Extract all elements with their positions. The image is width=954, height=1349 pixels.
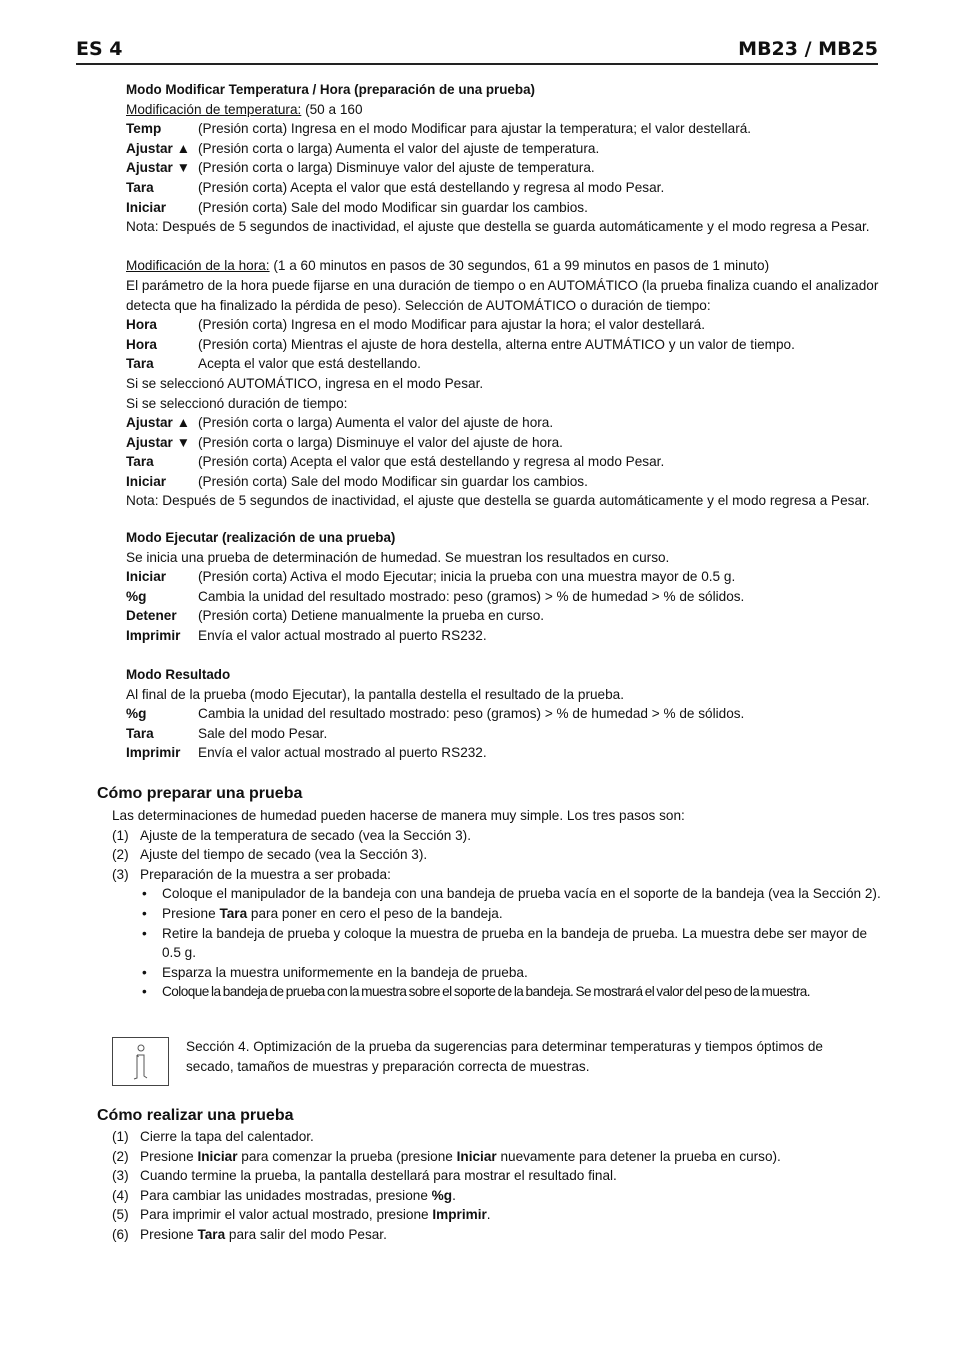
time-key-list-1 <box>126 315 888 374</box>
key-name: Iniciar <box>126 199 167 215</box>
info-icon <box>112 1037 169 1086</box>
run-title: Modo Ejecutar (realización de una prueba) <box>126 530 396 545</box>
model-name: MB23 / MB25 <box>738 38 878 60</box>
key-name: Iniciar <box>126 569 167 585</box>
key-row <box>126 178 888 198</box>
key-row <box>126 158 888 178</box>
key-name: Hora <box>126 317 157 333</box>
list-item: (5) Para imprimir el valor actual mostrado, presione Imprimir. <box>112 1207 491 1223</box>
key-row <box>126 139 888 159</box>
key-description: Cambia la unidad del resultado mostrado: peso (gramos) > % de humedad > % de sólidos. <box>198 706 745 722</box>
key-name: Iniciar <box>126 473 167 489</box>
list-item: (3) Preparación de la muestra a ser probada: <box>112 866 391 882</box>
key-description: (Presión corta) Sale del modo Modificar sin guardar los cambios. <box>198 473 588 489</box>
key-description: (Presión corta) Acepta el valor que está destellando y regresa al modo Pesar. <box>198 454 665 470</box>
auto-line: Si se seleccionó AUTOMÁTICO, ingresa en el modo Pesar. <box>126 375 484 391</box>
list-item: (1) Cierre la tapa del calentador. <box>112 1129 314 1144</box>
key-row <box>126 626 888 646</box>
key-name: %g <box>126 588 147 604</box>
key-description: (Presión corta) Ingresa en el modo Modificar para ajustar la hora; el valor destellará. <box>198 317 705 333</box>
key-row <box>126 433 888 453</box>
bullet-item: • Presione Tara para poner en cero el peso de la bandeja. <box>112 904 888 924</box>
key-row <box>126 198 888 218</box>
bullet-icon: • <box>142 886 147 902</box>
key-name: Detener <box>126 608 177 624</box>
result-key-list <box>126 704 888 763</box>
time-intro-1: El parámetro de la hora puede fijarse en una duración de tiempo o en AUTOMÁTICO (la prueba finaliza cuando el analizador <box>126 277 879 293</box>
key-description: (Presión corta) Mientras el ajuste de hora destella, alterna entre AUTMÁTICO y un valor de tiempo. <box>198 336 795 352</box>
bullet-icon: • <box>142 925 147 941</box>
key-row <box>126 413 888 433</box>
bullet-icon: • <box>142 905 147 921</box>
result-intro: Al final de la prueba (modo Ejecutar), la pantalla destella el resultado de la prueba. <box>126 686 624 702</box>
key-row <box>126 724 888 744</box>
time-key-list-2 <box>126 413 888 491</box>
key-description: (Presión corta) Detiene manualmente la prueba en curso. <box>198 608 545 624</box>
time-label-line: Modificación de la hora: (1 a 60 minutos en pasos de 30 segundos, 61 a 99 minutos en pasos de 1 minuto) <box>126 258 770 274</box>
temp-label-line: Modificación de temperatura: (50 a 160 <box>126 101 363 117</box>
key-description: (Presión corta) Sale del modo Modificar sin guardar los cambios. <box>198 199 588 215</box>
key-name: Imprimir <box>126 627 181 643</box>
page-header <box>76 36 878 65</box>
list-item: (2) Presione Iniciar para comenzar la prueba (presione Iniciar nuevamente para detener la prueba en curso). <box>112 1148 781 1164</box>
key-name: Ajustar ▼ <box>126 160 191 176</box>
bullet-item: • Coloque la bandeja de prueba con la muestra sobre el soporte de la bandeja. Se mostrará el valor del peso de la muestra. <box>112 982 888 1002</box>
temp-key-list <box>126 119 888 217</box>
key-row <box>126 315 888 335</box>
key-name: Tara <box>126 725 154 741</box>
key-description: Sale del modo Pesar. <box>198 725 328 741</box>
key-row <box>126 335 888 355</box>
temp-note: Nota: Después de 5 segundos de inactividad, el ajuste que destella se guarda automáticamente y el modo regresa a Pesar. <box>126 219 870 235</box>
key-description: Envía el valor actual mostrado al puerto RS232. <box>198 745 487 761</box>
info-note: Sección 4. Optimización de la prueba da sugerencias para determinar temperaturas y tiempos óptimos de secado, tamaños de muestras y preparación correcta de muestras. <box>186 1039 823 1074</box>
key-name: Ajustar ▲ <box>126 415 191 431</box>
result-title: Modo Resultado <box>126 667 231 682</box>
key-name: Temp <box>126 121 162 137</box>
bullet-item: • Esparza la muestra uniformemente en la bandeja de prueba. <box>112 963 888 983</box>
duration-line: Si se seleccionó duración de tiempo: <box>126 395 348 411</box>
perform-heading: Cómo realizar una prueba <box>97 1107 294 1124</box>
key-row <box>126 587 888 607</box>
key-name: %g <box>126 706 147 722</box>
result-section <box>126 665 888 763</box>
key-name: Imprimir <box>126 745 181 761</box>
prepare-intro: Las determinaciones de humedad pueden hacerse de manera muy simple. Los tres pasos son: <box>112 808 685 823</box>
bullet-icon: • <box>142 984 147 1000</box>
key-name: Tara <box>126 356 154 372</box>
list-item: (1) Ajuste de la temperatura de secado (vea la Sección 3). <box>112 827 471 843</box>
key-row <box>126 704 888 724</box>
key-name: Ajustar ▼ <box>126 434 191 450</box>
key-description: Cambia la unidad del resultado mostrado: peso (gramos) > % de humedad > % de sólidos. <box>198 588 745 604</box>
time-note: Nota: Después de 5 segundos de inactividad, el ajuste que destella se guarda automáticamente y el modo regresa a Pesar. <box>126 493 870 509</box>
key-row <box>126 354 888 374</box>
key-name: Tara <box>126 454 154 470</box>
key-name: Tara <box>126 179 154 195</box>
prepare-heading: Cómo preparar una prueba <box>97 785 303 802</box>
page-number: ES 4 <box>76 38 123 60</box>
bullet-item: • Coloque el manipulador de la bandeja con una bandeja de prueba vacía en el soporte de la bandeja (vea la Sección 2). <box>112 884 888 904</box>
modify-title: Modo Modificar Temperatura / Hora (preparación de una prueba) <box>126 82 535 97</box>
bullet-icon: • <box>142 964 147 980</box>
key-row <box>126 452 888 472</box>
key-row <box>126 743 888 763</box>
list-item: (6) Presione Tara para salir del modo Pesar. <box>112 1226 387 1242</box>
key-description: (Presión corta o larga) Disminuye el valor del ajuste de hora. <box>198 434 563 450</box>
key-row <box>126 606 888 626</box>
key-row <box>126 567 888 587</box>
key-description: (Presión corta o larga) Aumenta el valor del ajuste de temperatura. <box>198 140 600 156</box>
time-intro-2: detecta que ha finalizado la pérdida de peso). Selección de AUTOMÁTICO o duración de tiempo: <box>126 297 711 313</box>
key-description: (Presión corta o larga) Aumenta el valor del ajuste de hora. <box>198 415 554 431</box>
list-item: (3) Cuando termine la prueba, la pantalla destellará para mostrar el resultado final. <box>112 1168 617 1184</box>
key-description: Acepta el valor que está destellando. <box>198 356 421 372</box>
key-name: Ajustar ▲ <box>126 140 191 156</box>
run-section <box>126 528 888 646</box>
perform-section <box>112 1127 888 1245</box>
bullet-item: • Retire la bandeja de prueba y coloque la muestra de prueba en la bandeja de prueba. La muestra debe ser mayor de 0.5 g. <box>112 924 888 963</box>
key-description: (Presión corta) Acepta el valor que está destellando y regresa al modo Pesar. <box>198 179 665 195</box>
key-row <box>126 119 888 139</box>
list-item: (2) Ajuste del tiempo de secado (vea la Sección 3). <box>112 847 428 863</box>
key-row <box>126 472 888 492</box>
key-description: (Presión corta) Activa el modo Ejecutar; inicia la prueba con una muestra mayor de 0.5 g. <box>198 569 736 585</box>
list-item: (4) Para cambiar las unidades mostradas, presione %g. <box>112 1187 456 1203</box>
key-name: Hora <box>126 336 157 352</box>
prepare-section <box>112 806 888 1002</box>
key-description: Envía el valor actual mostrado al puerto RS232. <box>198 627 487 643</box>
modify-section <box>126 80 888 511</box>
key-description: (Presión corta) Ingresa en el modo Modificar para ajustar la temperatura; el valor destellará. <box>198 121 752 137</box>
key-description: (Presión corta o larga) Disminuye valor del ajuste de temperatura. <box>198 160 595 176</box>
run-intro: Se inicia una prueba de determinación de humedad. Se muestran los resultados en curso. <box>126 549 670 565</box>
run-key-list <box>126 567 888 645</box>
